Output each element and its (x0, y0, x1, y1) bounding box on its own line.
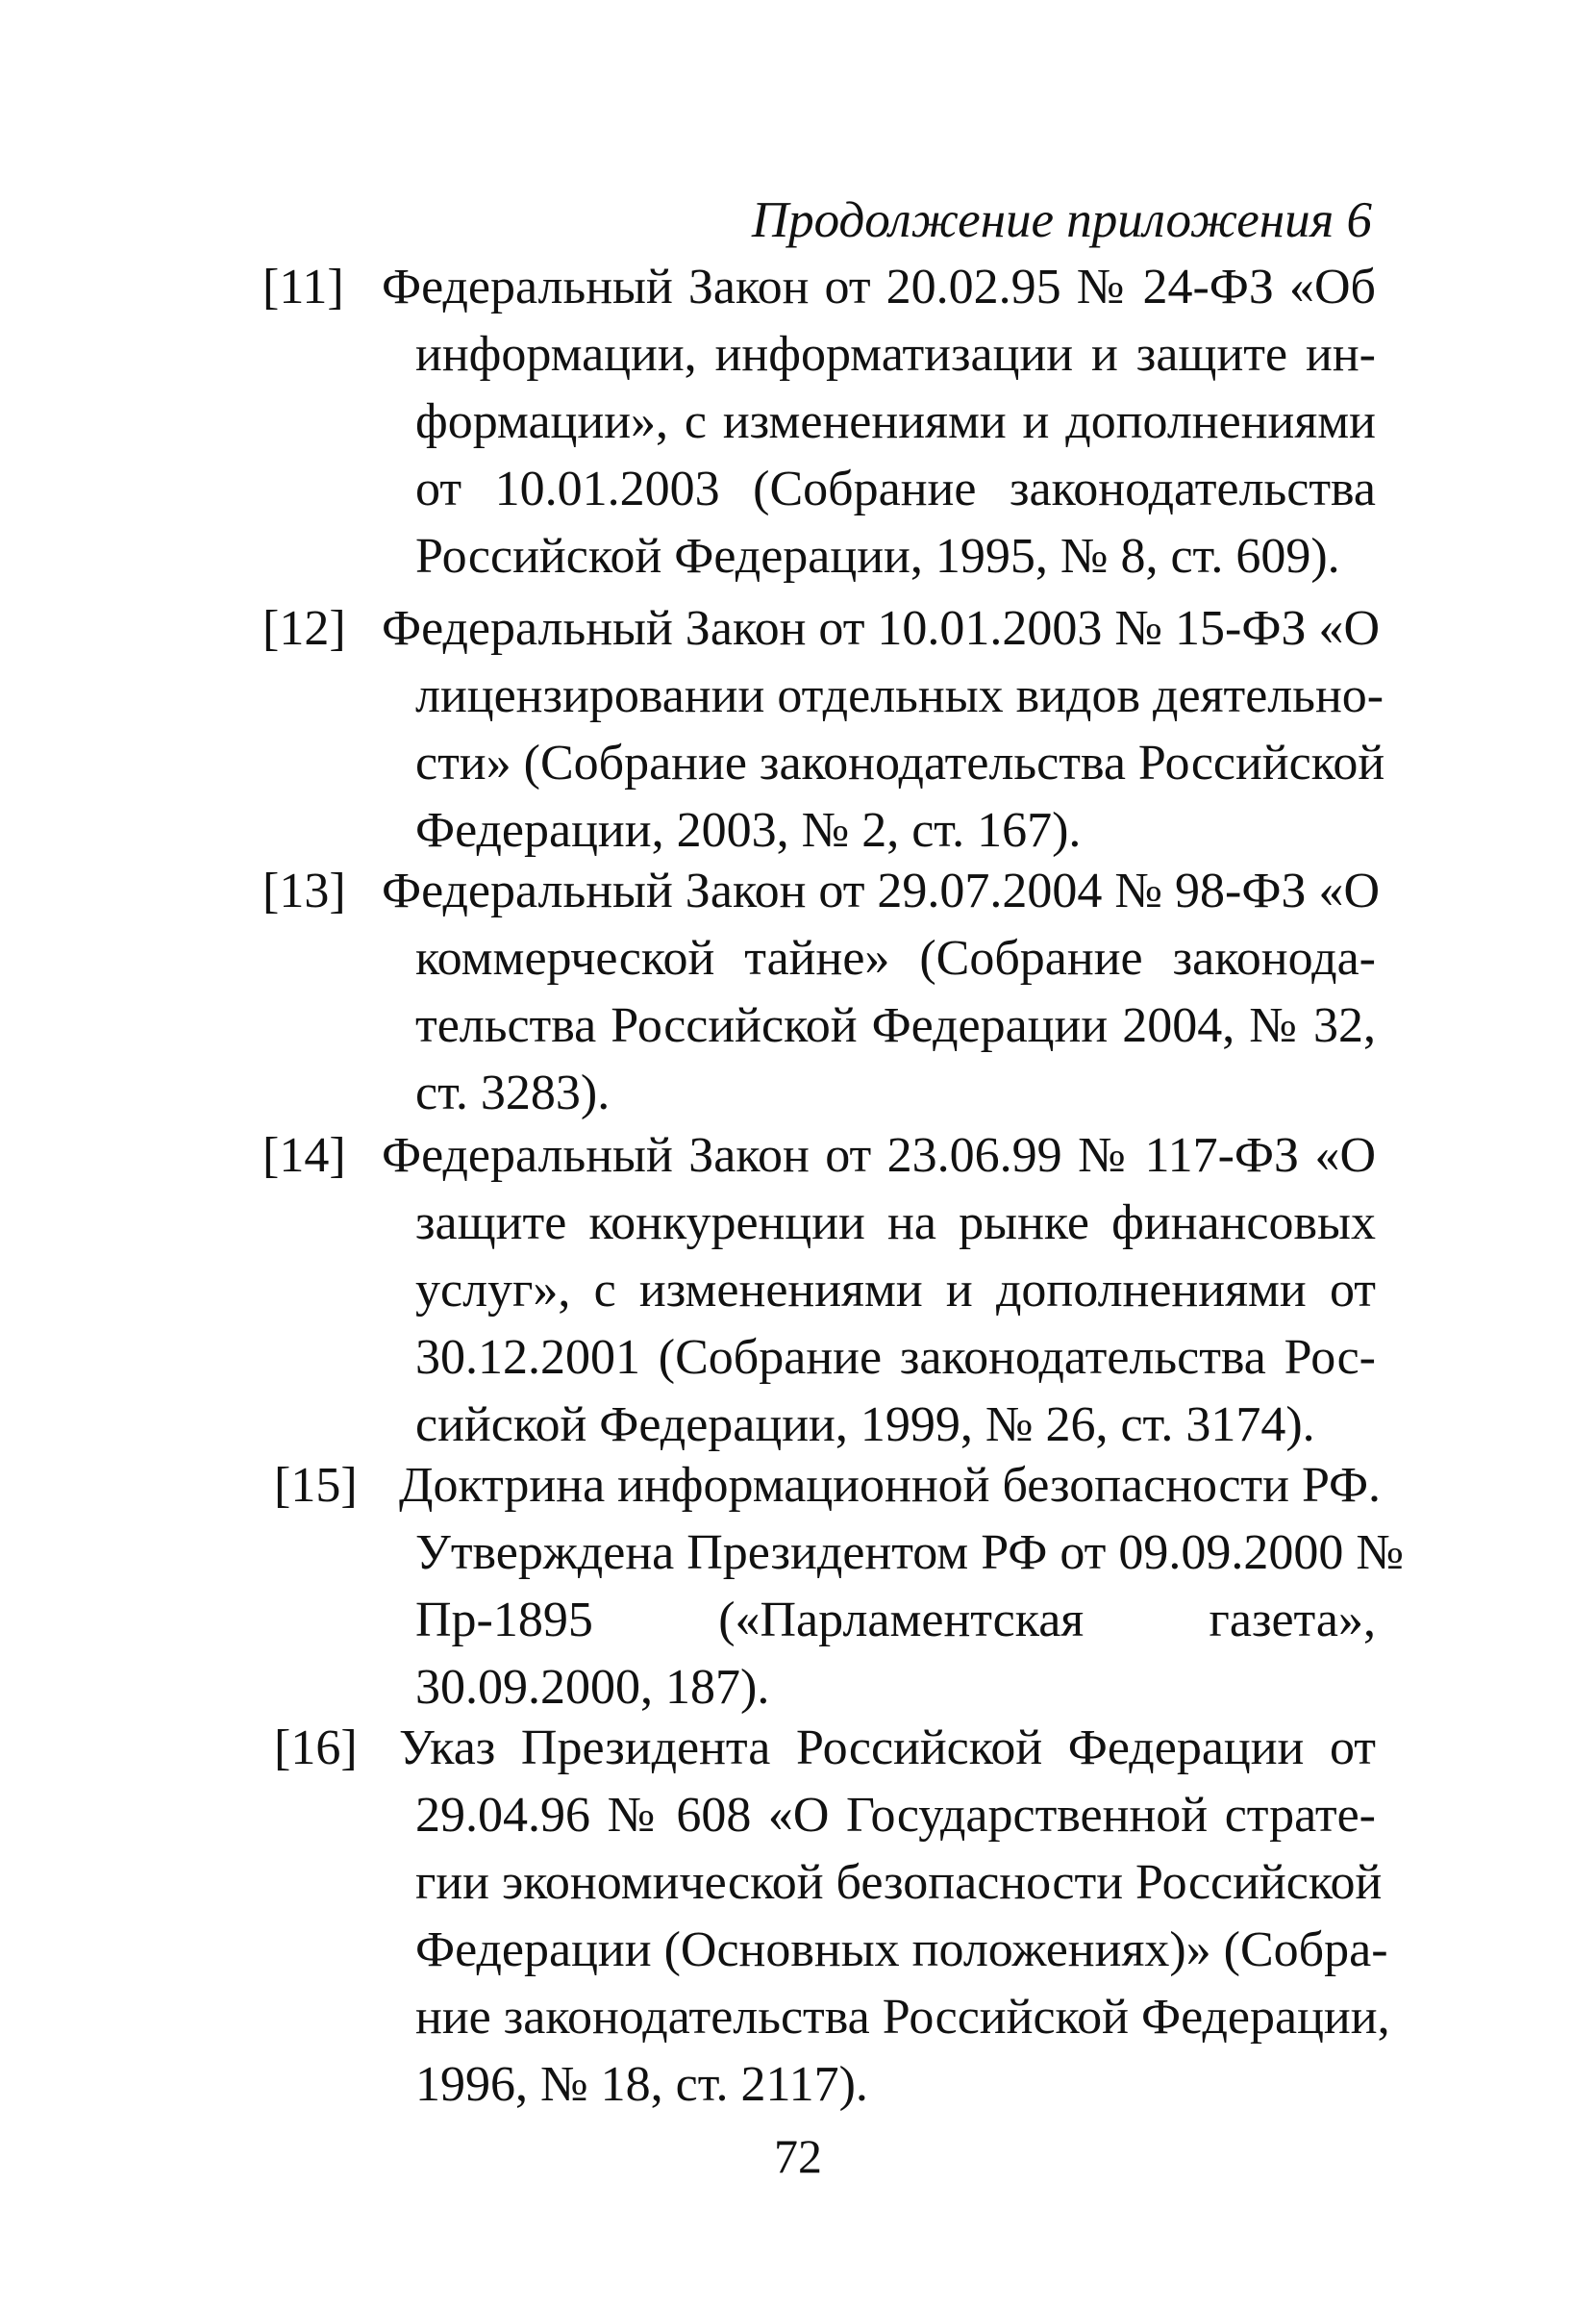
reference-line: Федерации (Основных положениях)» (Собра- (415, 1922, 1388, 1977)
reference-line: формации», с изменениями и дополнениями (415, 394, 1376, 449)
reference-line: 30.09.2000, 187). (415, 1660, 770, 1715)
reference-line: Указ Президента Российской Федерации от (399, 1720, 1376, 1775)
reference-line: ст. 3283). (415, 1066, 611, 1120)
reference-line: Федеральный Закон от 10.01.2003 № 15-ФЗ «О (382, 601, 1381, 656)
reference-line: Пр-1895 («Парламентская газета», (415, 1593, 1376, 1647)
reference-line: тельства Российской Федерации 2004, № 32, (415, 998, 1376, 1053)
reference-number: [15] (274, 1458, 358, 1513)
reference-line: сти» (Собрание законодательства Российской (415, 736, 1385, 791)
appendix-continuation-header: Продолжение приложения 6 (751, 192, 1372, 248)
reference-line: 30.12.2001 (Собрание законодательства Рос- (415, 1330, 1376, 1385)
reference-number: [11] (262, 260, 344, 314)
reference-number: [12] (262, 601, 346, 656)
reference-line: ние законодательства Российской Федерации, (415, 1990, 1390, 2045)
reference-line: коммерческой тайне» (Собрание законода- (415, 931, 1376, 986)
reference-line: услуг», с изменениями и дополнениями от (415, 1263, 1376, 1318)
reference-line: Доктрина информационной безопасности РФ. (399, 1458, 1382, 1513)
reference-line: 29.04.96 № 608 «О Государственной страте- (415, 1788, 1376, 1843)
reference-line: 1996, № 18, ст. 2117). (415, 2057, 868, 2112)
reference-line: Федерации, 2003, № 2, ст. 167). (415, 803, 1082, 858)
reference-line: Утверждена Президентом РФ от 09.09.2000 № (415, 1525, 1404, 1580)
reference-line: Российской Федерации, 1995, № 8, ст. 609). (415, 529, 1340, 584)
reference-line: лицензировании отдельных видов деятельно- (415, 668, 1384, 723)
reference-number: [14] (262, 1128, 346, 1183)
page-number: 72 (774, 2129, 822, 2183)
reference-line: Федеральный Закон от 20.02.95 № 24-ФЗ «Об (382, 260, 1376, 314)
reference-line: информации, информатизации и защите ин- (415, 327, 1376, 382)
reference-line: Федеральный Закон от 23.06.99 № 117-ФЗ «О (382, 1128, 1376, 1183)
reference-line: гии экономической безопасности Российской (415, 1855, 1383, 1910)
reference-number: [16] (274, 1720, 358, 1775)
reference-number: [13] (262, 864, 346, 918)
reference-line: защите конкуренции на рынке финансовых (415, 1195, 1376, 1250)
reference-line: Федеральный Закон от 29.07.2004 № 98-ФЗ «О (382, 864, 1381, 918)
reference-line: сийской Федерации, 1999, № 26, ст. 3174). (415, 1397, 1315, 1452)
reference-line: от 10.01.2003 (Собрание законодательства (415, 462, 1376, 516)
